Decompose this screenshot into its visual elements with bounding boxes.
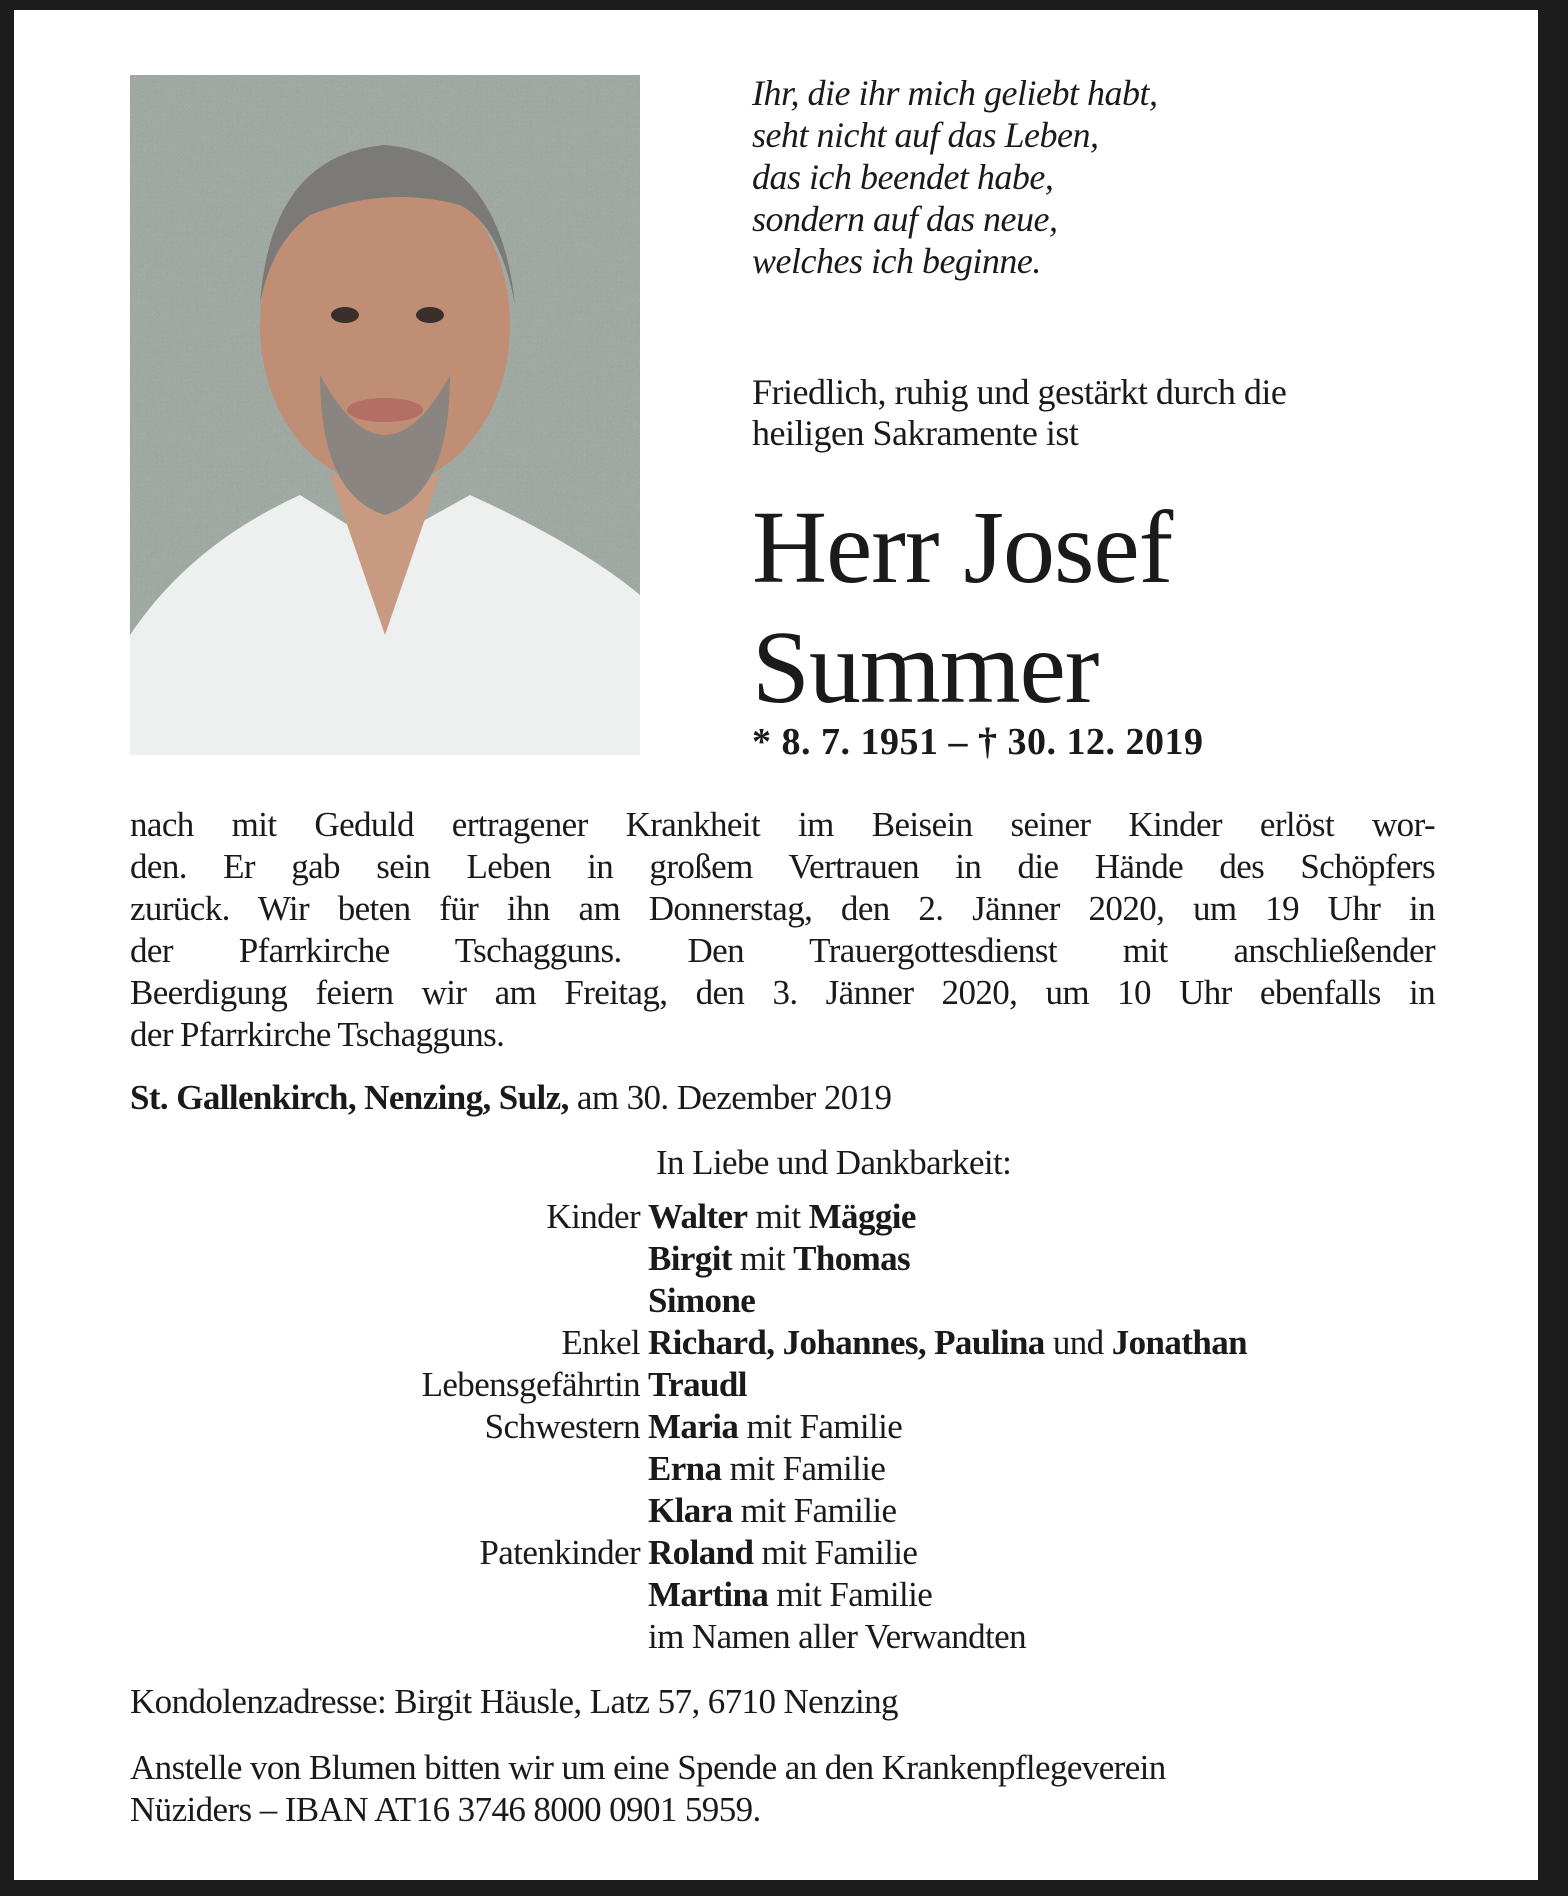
family-row: [0, 1616, 1568, 1658]
relation-label: [0, 1574, 648, 1616]
body-line: der Pfarrkirche Tschagguns.: [130, 1015, 505, 1054]
relation-label: Patenkinder: [479, 1533, 640, 1572]
intro-text: [752, 372, 1286, 454]
connector-text: mit: [731, 1239, 794, 1278]
quote-line: welches ich beginne.: [752, 241, 1041, 281]
connector-text: und: [1044, 1323, 1112, 1362]
body-line: zurück. Wir beten für ihn am Donnerstag, den 2. Jänner 2020, um 19 Uhr in: [130, 889, 1435, 928]
mourner-name: Birgit: [648, 1239, 732, 1278]
relation-names: [648, 1406, 902, 1448]
connector-text: mit Familie: [721, 1449, 886, 1488]
portrait-photo: [130, 75, 640, 755]
deceased-name: [752, 488, 1172, 728]
relation-label: [0, 1448, 648, 1490]
mourner-name: Maria: [648, 1407, 739, 1446]
quote-line: sondern auf das neue,: [752, 199, 1058, 239]
relation-names: [648, 1238, 910, 1280]
mourner-name: Richard, Johannes, Paulina: [648, 1323, 1045, 1362]
quote-line: seht nicht auf das Leben,: [752, 115, 1099, 155]
relation-names: [648, 1574, 932, 1616]
date: am 30. Dezember 2019: [568, 1078, 892, 1117]
mourner-name: Klara: [648, 1491, 733, 1530]
relation-label: Schwestern: [484, 1407, 640, 1446]
connector-text: im Namen aller Verwandten: [648, 1617, 1026, 1656]
relation-names: [648, 1196, 916, 1238]
family-row: [0, 1574, 1568, 1616]
connector-text: mit Familie: [768, 1575, 933, 1614]
connector-text: mit: [747, 1197, 809, 1236]
connector-text: mit Familie: [753, 1533, 918, 1572]
connector-text: mit Familie: [732, 1491, 897, 1530]
relation-label: [0, 1280, 648, 1322]
name-line: Herr Josef: [752, 490, 1173, 605]
life-dates: * 8. 7. 1951 – † 30. 12. 2019: [752, 721, 1204, 763]
family-row: [0, 1406, 1568, 1448]
family-row: [0, 1322, 1568, 1364]
quote-line: Ihr, die ihr mich geliebt habt,: [752, 73, 1158, 113]
relation-names: [648, 1364, 747, 1406]
relation-label: [0, 1238, 648, 1280]
donation-line: Nüziders – IBAN AT16 3746 8000 0901 5959.: [130, 1790, 761, 1829]
relation-label: Kinder: [546, 1197, 640, 1236]
memorial-quote: [752, 72, 1157, 282]
donation-note: [130, 1747, 1166, 1831]
connector-text: mit Familie: [738, 1407, 903, 1446]
family-row: [0, 1448, 1568, 1490]
relation-names: [648, 1616, 1026, 1658]
mourner-name: Martina: [648, 1575, 769, 1614]
body-line: der Pfarrkirche Tschagguns. Den Trauergottesdienst mit anschließender: [130, 931, 1435, 970]
mourner-name: Simone: [648, 1281, 756, 1320]
relation-names: [648, 1448, 885, 1490]
relation-names: [648, 1280, 755, 1322]
family-row: [0, 1238, 1568, 1280]
mourner-name: Thomas: [793, 1239, 911, 1278]
intro-line: heiligen Sakramente ist: [752, 413, 1079, 453]
relation-label: [0, 1616, 648, 1658]
family-row: [0, 1364, 1568, 1406]
quote-line: das ich beendet habe,: [752, 157, 1054, 197]
name-line: Summer: [752, 610, 1099, 725]
relation-names: [648, 1322, 1247, 1364]
intro-line: Friedlich, ruhig und gestärkt durch die: [752, 372, 1287, 412]
family-row: [0, 1280, 1568, 1322]
donation-line: Anstelle von Blumen bitten wir um eine Spende an den Krankenpflegeverein: [130, 1748, 1166, 1787]
family-row: [0, 1196, 1568, 1238]
mourner-name: Jonathan: [1111, 1323, 1247, 1362]
places: St. Gallenkirch, Nenzing, Sulz,: [130, 1078, 569, 1117]
relation-label: Lebensgefährtin: [421, 1365, 640, 1404]
body-line: nach mit Geduld ertragener Krankheit im Beisein seiner Kinder erlöst wor-: [130, 805, 1435, 844]
mourner-name: Erna: [648, 1449, 722, 1488]
mourner-name: Mäggie: [808, 1197, 916, 1236]
family-row: [0, 1532, 1568, 1574]
mourner-name: Roland: [648, 1533, 754, 1572]
place-date: [130, 1078, 891, 1118]
condolence-address: Kondolenzadresse: Birgit Häusle, Latz 57, 6710 Nenzing: [130, 1682, 898, 1721]
relation-label: [0, 1490, 648, 1532]
relation-names: [648, 1532, 917, 1574]
family-row: [0, 1490, 1568, 1532]
body-line: den. Er gab sein Leben in großem Vertrauen in die Hände des Schöpfers: [130, 847, 1435, 886]
relation-names: [648, 1490, 896, 1532]
relation-label: Enkel: [561, 1323, 640, 1362]
announcement-body: [130, 804, 1435, 1056]
body-line: Beerdigung feiern wir am Freitag, den 3. Jänner 2020, um 10 Uhr ebenfalls in: [130, 973, 1435, 1012]
mourner-name: Traudl: [648, 1365, 747, 1404]
thanks-line: In Liebe und Dankbarkeit:: [656, 1143, 1012, 1182]
mourners-list: [0, 1196, 1568, 1658]
mourner-name: Walter: [648, 1197, 748, 1236]
